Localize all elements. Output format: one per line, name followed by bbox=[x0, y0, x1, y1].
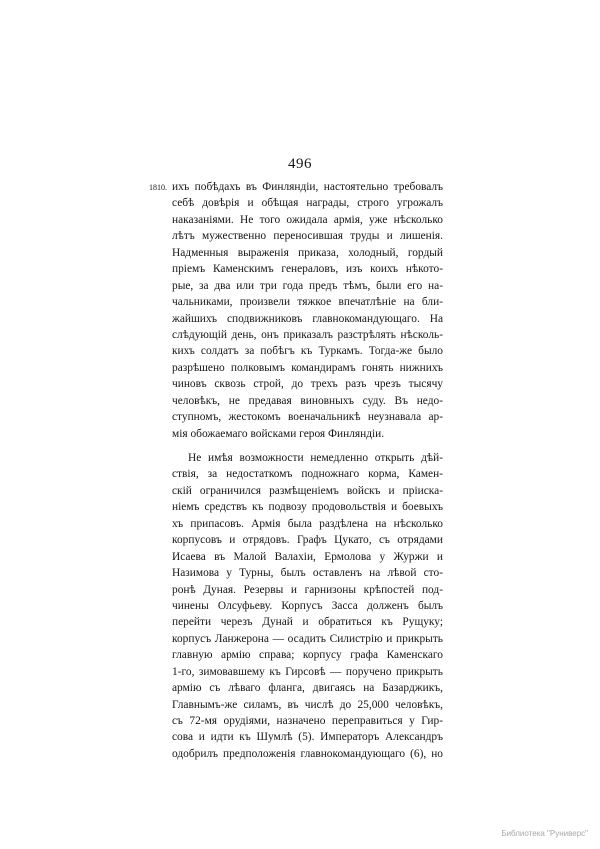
text-line: себѣ довѣрія и обѣщая награды, строго угрожалъ bbox=[172, 197, 443, 210]
text-line: корпусъ Ланжерона — осадить Силистрію и прикрыть bbox=[172, 632, 443, 645]
text-line: чиновъ сквозь строй, до трехъ разъ чрезъ тысячу bbox=[172, 378, 443, 391]
text-line: Главнымъ-же силамъ, въ числѣ до 25,000 человѣкъ, bbox=[172, 698, 443, 711]
text-line: съ 72-мя орудіями, назначено переправиться у Гир- bbox=[172, 715, 443, 727]
text-line: чинены Олсуфьеву. Корпусъ Засса долженъ былъ bbox=[172, 599, 443, 612]
text-line: сова и идти къ Шумлѣ (5). Императоръ Александръ bbox=[172, 731, 443, 744]
text-line: лѣтъ мужественно переносившая труды и лишенія. bbox=[172, 230, 443, 243]
margin-year: 1810. bbox=[149, 183, 167, 192]
text-line: скій ограничился размѣщеніемъ войскъ и пріиска- bbox=[172, 484, 443, 497]
text-line: Назимова у Турны, былъ оставленъ на лѣвой сто- bbox=[172, 567, 443, 580]
text-line: кихъ солдатъ за побѣгъ къ Туркамъ. Тогда-же было bbox=[172, 345, 443, 358]
text-line: человѣкъ, не предавая виновныхъ суду. Въ недо- bbox=[172, 394, 443, 407]
text-line: хъ припасовъ. Армія была раздѣлена на нѣсколько bbox=[172, 517, 443, 530]
text-line: рые, за два или три года предъ тѣмъ, были его на- bbox=[172, 279, 443, 292]
text-line: главную армію справа; корпусу графа Каменскаго bbox=[172, 649, 443, 662]
text-line: чальниками, произвели тяжкое впечатлѣніе на бли- bbox=[172, 296, 443, 309]
text-line: ствія, за недостаткомъ подножнаго корма, Камен- bbox=[172, 468, 443, 481]
text-line: перейти черезъ Дунай и обратиться къ Рущуку; bbox=[172, 616, 443, 629]
paragraph-1 bbox=[172, 179, 443, 442]
paragraph-2 bbox=[172, 450, 443, 762]
text-line: жайшихъ сподвижниковъ главнокомандующаго. На bbox=[172, 312, 443, 325]
text-line: наказаніями. Не того ожидала армія, уже нѣсколько bbox=[172, 213, 443, 226]
text-line: ронѣ Дуная. Резервы и гарнизоны крѣпостей под- bbox=[172, 583, 443, 596]
text-line: ихъ побѣдахъ въ Финляндіи, настоятельно требовалъ bbox=[172, 181, 443, 193]
text-line: ніемъ средствъ къ подвозу продовольствія и боевыхъ bbox=[172, 501, 443, 514]
library-watermark: Библиотека "Руниверс" bbox=[501, 829, 588, 838]
text-line: разрѣшено полковымъ командирамъ гонять нижнихъ bbox=[172, 361, 443, 374]
text-line: армію съ лѣваго фланга, двигаясь на Базарджикъ, bbox=[172, 682, 443, 695]
body-text bbox=[172, 179, 443, 762]
text-line: Не имѣя возможности немедленно открыть дѣй- bbox=[188, 452, 443, 464]
text-line: слѣдующій день, онъ приказалъ разстрѣлять нѣсколь- bbox=[172, 328, 443, 341]
text-line: 1-го, зимовавшему къ Гирсовѣ — поручено прикрыть bbox=[172, 665, 443, 678]
text-line: корпусовъ и отрядовъ. Графъ Цукато, съ отрядами bbox=[172, 534, 443, 547]
text-line: Надменныя выраженія приказа, холодный, гордый bbox=[172, 246, 443, 259]
text-line: ступномъ, жестокомъ военачальникѣ неузнавала ар- bbox=[172, 411, 443, 424]
page-number: 496 bbox=[288, 156, 312, 172]
text-line: Исаева въ Малой Валахіи, Ермолова у Журжи и bbox=[172, 550, 443, 563]
text-line: пріемъ Каменскимъ генераловъ, изъ коихъ нѣкото- bbox=[172, 263, 443, 276]
text-line: мія обожаемаго войсками героя Финляндіи. bbox=[172, 427, 385, 440]
text-line: одобрилъ предположенія главнокомандующаго (6), но bbox=[172, 747, 443, 760]
